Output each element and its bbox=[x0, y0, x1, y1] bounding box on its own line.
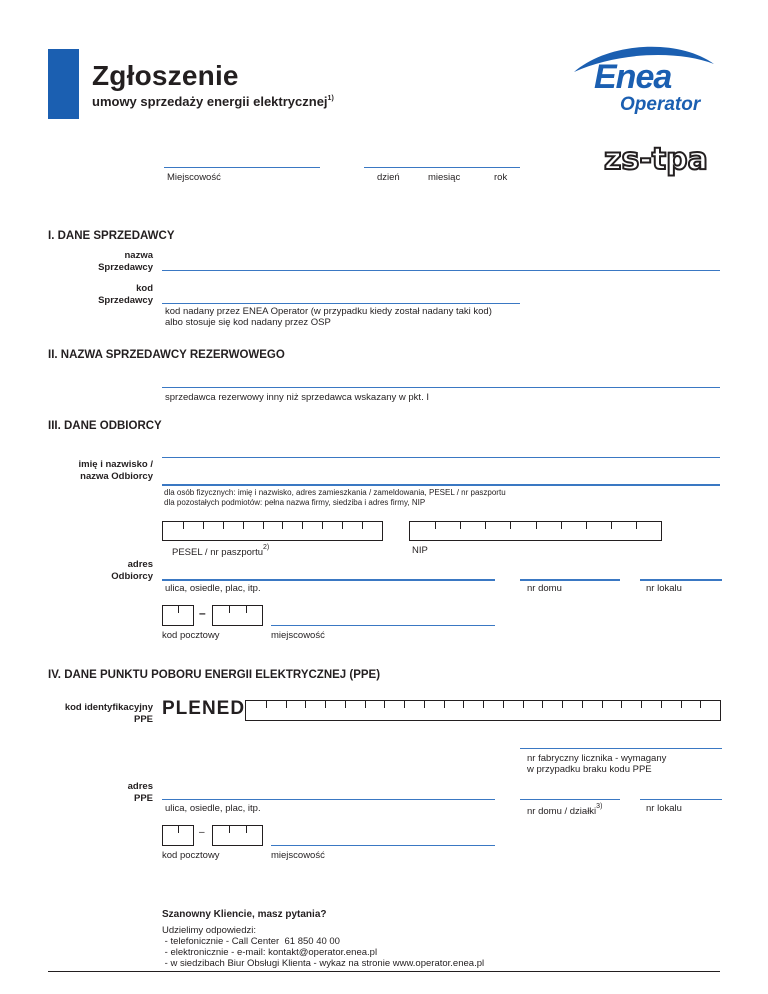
form-code bbox=[604, 142, 708, 177]
reserve-seller-note: sprzedawca rezerwowy inny niż sprzedawca wskazany w pkt. I bbox=[165, 392, 429, 403]
form-code-part-a: zs- bbox=[604, 142, 652, 177]
digit-separator bbox=[641, 701, 642, 708]
digit-separator bbox=[183, 522, 184, 529]
digit-separator bbox=[384, 701, 385, 708]
ppe-id-prefix: PLENED bbox=[162, 698, 246, 719]
customer-street-label: ulica, osiedle, plac, itp. bbox=[165, 583, 261, 594]
digit-separator bbox=[611, 522, 612, 529]
customer-name-field-1[interactable] bbox=[162, 457, 720, 458]
pesel-label bbox=[172, 544, 269, 558]
brand-bar bbox=[48, 49, 79, 119]
digit-separator bbox=[536, 522, 537, 529]
customer-flat-label: nr lokalu bbox=[646, 583, 682, 594]
digit-separator bbox=[523, 701, 524, 708]
meter-note-2: w przypadku braku kodu PPE bbox=[527, 764, 652, 775]
customer-note-1: dla osób fizycznych: imię i nazwisko, adres zamieszkania / zameldowania, PESEL / nr paszportu bbox=[164, 488, 506, 497]
ppe-house-label bbox=[527, 803, 602, 817]
digit-separator bbox=[562, 701, 563, 708]
digit-separator bbox=[503, 701, 504, 708]
digit-separator bbox=[266, 701, 267, 708]
digit-separator bbox=[561, 522, 562, 529]
digit-separator bbox=[325, 701, 326, 708]
place-line[interactable] bbox=[164, 167, 320, 168]
section-2-heading: II. NAZWA SPRZEDAWCY REZERWOWEGO bbox=[48, 349, 285, 361]
digit-separator bbox=[243, 522, 244, 529]
nip-input[interactable] bbox=[409, 521, 662, 541]
digit-separator bbox=[302, 522, 303, 529]
ppe-id-input[interactable] bbox=[245, 700, 721, 721]
pesel-footnote: 2) bbox=[263, 544, 270, 551]
day-label: dzień bbox=[377, 172, 400, 183]
digit-separator bbox=[424, 701, 425, 708]
seller-code-field[interactable] bbox=[162, 303, 520, 304]
meter-note-1: nr fabryczny licznika - wymagany bbox=[527, 753, 667, 764]
ppe-postal-label: kod pocztowy bbox=[162, 850, 220, 861]
digit-separator bbox=[661, 701, 662, 708]
footer-question: Szanowny Kliencie, masz pytania? bbox=[162, 909, 327, 920]
digit-separator bbox=[463, 701, 464, 708]
customer-flat-field[interactable] bbox=[640, 579, 722, 581]
month-label: miesiąc bbox=[428, 172, 461, 183]
section-3-heading: III. DANE ODBIORCY bbox=[48, 420, 162, 432]
seller-code-note-1: kod nadany przez ENEA Operator (w przypadku kiedy został nadany taki kod) bbox=[165, 306, 492, 317]
digit-separator bbox=[483, 701, 484, 708]
customer-name-field-2[interactable] bbox=[162, 484, 720, 486]
digit-separator bbox=[485, 522, 486, 529]
ppe-house-field[interactable] bbox=[520, 799, 620, 800]
digit-separator bbox=[365, 701, 366, 708]
digit-separator bbox=[345, 701, 346, 708]
digit-separator bbox=[246, 826, 247, 833]
footer-answer-intro: Udzielimy odpowiedzi: bbox=[162, 925, 256, 936]
customer-street-field[interactable] bbox=[162, 579, 495, 581]
page-subtitle bbox=[92, 94, 334, 109]
digit-separator bbox=[444, 701, 445, 708]
customer-postal-dash: – bbox=[199, 606, 206, 620]
ppe-city-label: miejscowość bbox=[271, 850, 325, 861]
logo-operator-text: Operator bbox=[620, 94, 701, 115]
digit-separator bbox=[229, 826, 230, 833]
customer-name-label: imię i nazwisko / nazwa Odbiorcy bbox=[78, 459, 153, 482]
customer-postal-label: kod pocztowy bbox=[162, 630, 220, 641]
digit-separator bbox=[203, 522, 204, 529]
footer-line-phone: - telefonicznie - Call Center 61 850 40 00 bbox=[162, 936, 340, 947]
customer-postal-input-2[interactable] bbox=[212, 605, 263, 626]
customer-address-label: adres Odbiorcy bbox=[111, 559, 153, 582]
digit-separator bbox=[582, 701, 583, 708]
digit-separator bbox=[263, 522, 264, 529]
ppe-flat-label: nr lokalu bbox=[646, 803, 682, 814]
nip-label: NIP bbox=[412, 545, 428, 556]
customer-city-field[interactable] bbox=[271, 625, 495, 626]
seller-code-note-2: albo stosuje się kod nadany przez OSP bbox=[165, 317, 331, 328]
date-line[interactable] bbox=[364, 167, 520, 168]
digit-separator bbox=[178, 606, 179, 613]
footer-divider bbox=[48, 971, 720, 972]
seller-code-label: kod Sprzedawcy bbox=[98, 283, 153, 306]
digit-separator bbox=[223, 522, 224, 529]
ppe-postal-input-2[interactable] bbox=[212, 825, 263, 846]
digit-separator bbox=[636, 522, 637, 529]
digit-separator bbox=[681, 701, 682, 708]
digit-separator bbox=[404, 701, 405, 708]
footer-line-offices: - w siedzibach Biur Obsługi Klienta - wykaz na stronie www.operator.enea.pl bbox=[162, 958, 485, 969]
customer-city-label: miejscowość bbox=[271, 630, 325, 641]
ppe-flat-field[interactable] bbox=[640, 799, 722, 800]
place-label: Miejscowość bbox=[167, 172, 221, 183]
customer-note-2: dla pozostałych podmiotów: pełna nazwa firmy, siedziba i adres firmy, NIP bbox=[164, 498, 426, 507]
digit-separator bbox=[542, 701, 543, 708]
customer-house-field[interactable] bbox=[520, 579, 620, 581]
digit-separator bbox=[621, 701, 622, 708]
digit-separator bbox=[322, 522, 323, 529]
digit-separator bbox=[282, 522, 283, 529]
seller-name-label: nazwa Sprzedawcy bbox=[98, 250, 153, 273]
digit-separator bbox=[586, 522, 587, 529]
ppe-id-label: kod identyfikacyjny PPE bbox=[64, 702, 153, 725]
digit-separator bbox=[305, 701, 306, 708]
digit-separator bbox=[460, 522, 461, 529]
digit-separator bbox=[510, 522, 511, 529]
digit-separator bbox=[229, 606, 230, 613]
ppe-address-label: adres PPE bbox=[127, 781, 153, 804]
digit-separator bbox=[246, 606, 247, 613]
section-1-heading: I. DANE SPRZEDAWCY bbox=[48, 230, 175, 242]
ppe-postal-input-1[interactable] bbox=[162, 825, 194, 846]
ppe-city-field[interactable] bbox=[271, 845, 495, 846]
section-4-heading: IV. DANE PUNKTU POBORU ENERGII ELEKTRYCZNEJ (PPE) bbox=[48, 669, 381, 681]
ppe-postal-dash: – bbox=[199, 827, 205, 838]
ppe-street-label: ulica, osiedle, plac, itp. bbox=[165, 803, 261, 814]
page-title: Zgłoszenie bbox=[92, 60, 239, 91]
digit-separator bbox=[362, 522, 363, 529]
subtitle-text: umowy sprzedaży energii elektrycznej bbox=[92, 94, 328, 109]
ppe-street-field[interactable] bbox=[162, 799, 495, 800]
form-code-part-b: tpa bbox=[651, 142, 708, 177]
reserve-seller-field[interactable] bbox=[162, 387, 720, 388]
customer-postal-input-1[interactable] bbox=[162, 605, 194, 626]
customer-house-label: nr domu bbox=[527, 583, 562, 594]
digit-separator bbox=[286, 701, 287, 708]
year-label: rok bbox=[494, 172, 508, 183]
pesel-label-text: PESEL / nr paszportu bbox=[172, 547, 264, 558]
digit-separator bbox=[602, 701, 603, 708]
digit-separator bbox=[700, 701, 701, 708]
ppe-house-footnote: 3) bbox=[596, 803, 603, 810]
digit-separator bbox=[435, 522, 436, 529]
digit-separator bbox=[178, 826, 179, 833]
ppe-house-label-text: nr domu / działki bbox=[527, 806, 597, 817]
seller-name-field[interactable] bbox=[162, 270, 720, 271]
footer-line-email: - elektronicznie - e-mail: kontakt@operator.enea.pl bbox=[162, 947, 378, 958]
subtitle-footnote: 1) bbox=[327, 95, 334, 102]
logo-enea-text: Enea bbox=[594, 58, 672, 96]
meter-number-field[interactable] bbox=[520, 748, 722, 749]
pesel-input[interactable] bbox=[162, 521, 383, 541]
digit-separator bbox=[342, 522, 343, 529]
